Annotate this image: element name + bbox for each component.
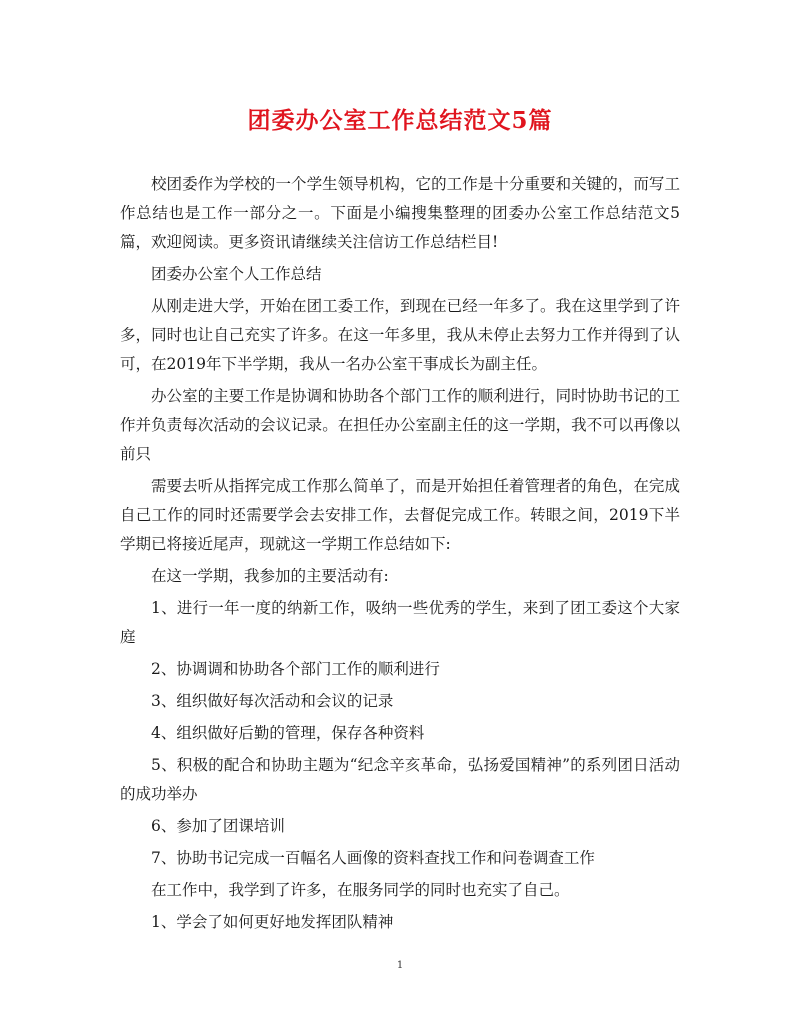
list-item: 1、进行一年一度的纳新工作，吸纳一些优秀的学生，来到了团工委这个大家庭 [120, 599, 680, 646]
document-body [120, 170, 680, 937]
page-number: 1 [396, 960, 404, 971]
intro-paragraph: 校团委作为学校的一个学生领导机构，它的工作是十分重要和关键的，而写工作总结也是工作一部分之一。下面是小编搜集整理的团委办公室工作总结范文5篇，欢迎阅读。更多资讯请继续关注信访工作总结栏目! [120, 175, 680, 251]
document-title: 团委办公室工作总结范文5篇 [247, 107, 553, 134]
list-item: 3、组织做好每次活动和会议的记录 [151, 692, 394, 710]
list-item: 6、参加了团课培训 [151, 817, 285, 835]
list-item: 4、组织做好后勤的管理，保存各种资料 [151, 724, 425, 742]
body-paragraph: 在工作中，我学到了许多，在服务同学的同时也充实了自己。 [151, 881, 570, 899]
body-paragraph: 从刚走进大学，开始在团工委工作，到现在已经一年多了。我在这里学到了许多，同时也让自己充实了许多。在这一年多里，我从未停止去努力工作并得到了认可，在2019年下半学期，我从一名办公室干事成长为副主任。 [120, 297, 680, 373]
body-paragraph: 需要去听从指挥完成工作那么简单了，而是开始担任着管理者的角色，在完成自己工作的同时还需要学会去安排工作，去督促完成工作。转眼之间，2019下半学期已将接近尾声，现就这一学期工作总结如下: [120, 477, 680, 553]
section-heading: 团委办公室个人工作总结 [151, 265, 322, 283]
body-paragraph: 办公室的主要工作是协调和协助各个部门工作的顺利进行，同时协助书记的工作并负责每次活动的会议记录。在担任办公室副主任的这一学期，我不可以再像以前只 [120, 387, 680, 463]
list-item: 1、学会了如何更好地发挥团队精神 [151, 913, 394, 931]
list-item: 2、协调调和协助各个部门工作的顺利进行 [151, 660, 440, 678]
list-item: 7、协助书记完成一百幅名人画像的资料查找工作和问卷调查工作 [151, 849, 595, 867]
list-item: 5、积极的配合和协助主题为“纪念辛亥革命，弘扬爱国精神”的系列团日活动的成功举办 [120, 756, 680, 803]
body-paragraph: 在这一学期，我参加的主要活动有: [151, 567, 389, 585]
